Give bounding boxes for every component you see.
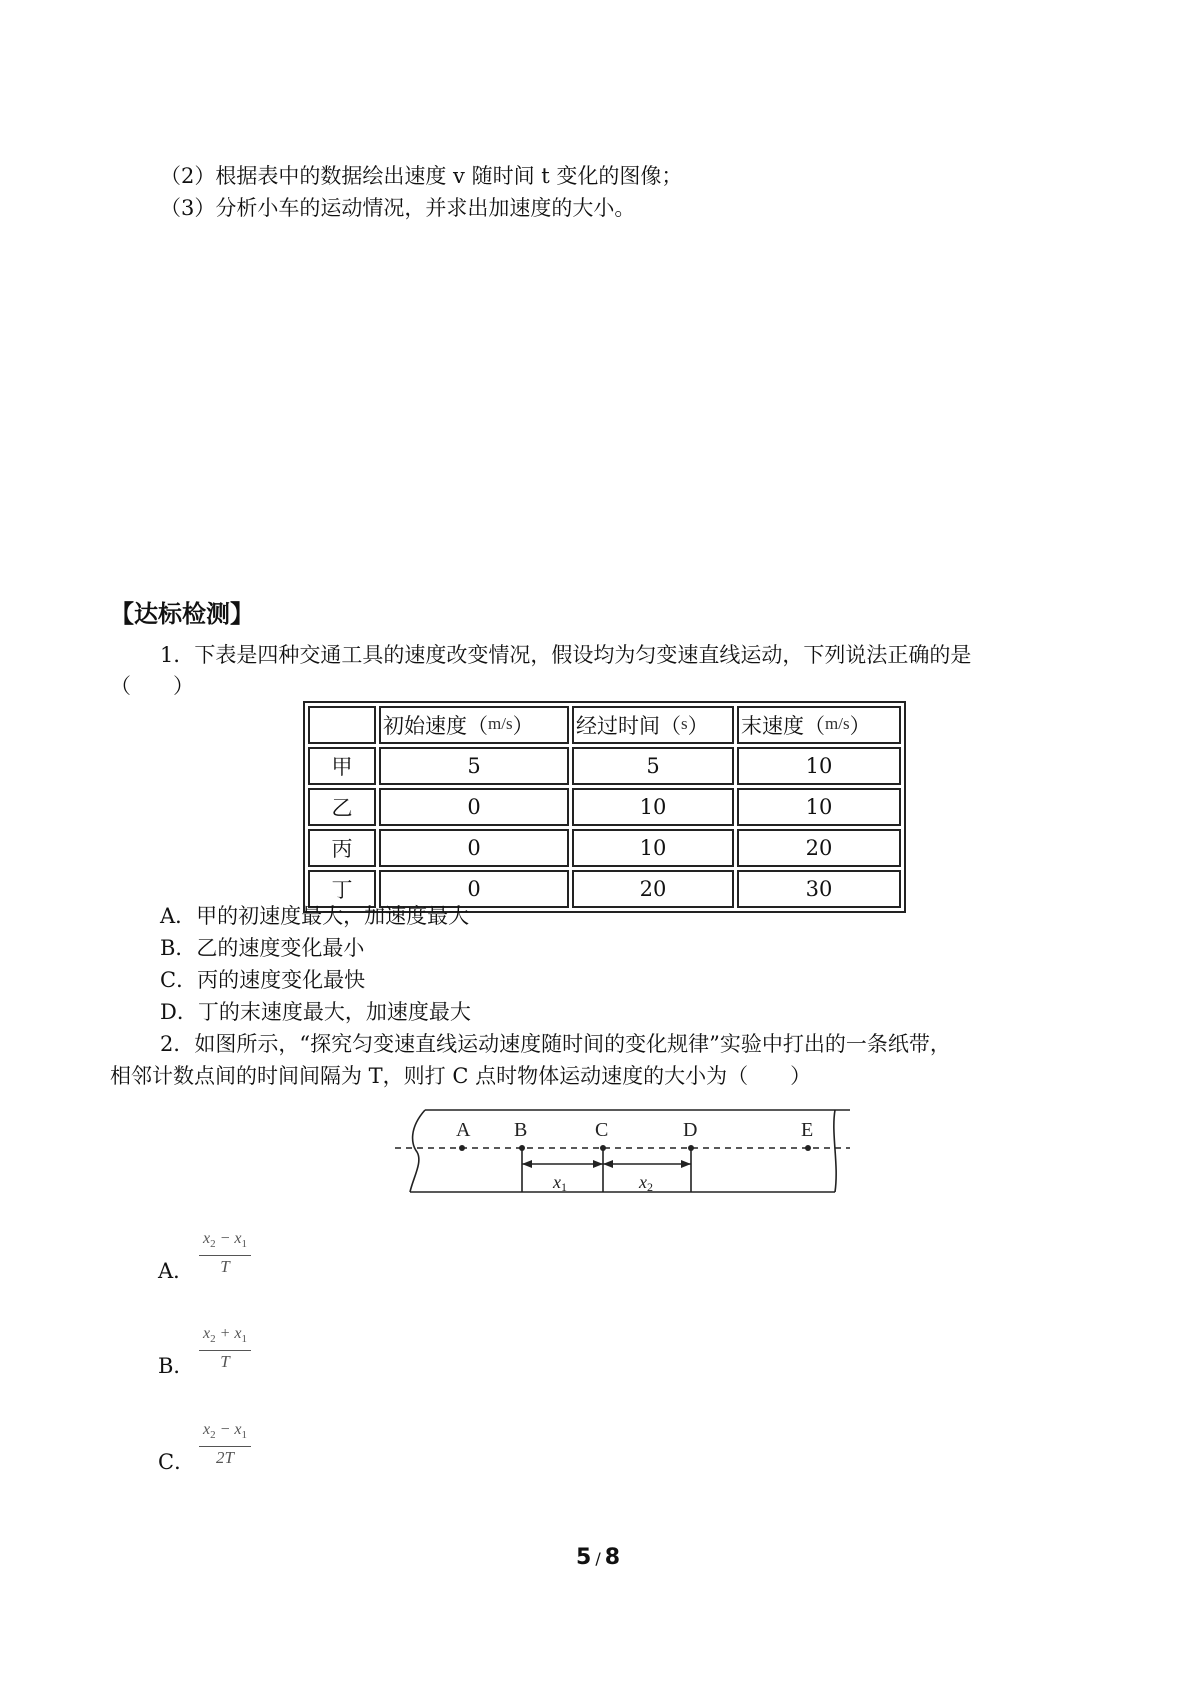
tape-right-edge bbox=[834, 1110, 836, 1192]
q2-option-b-letter: B． bbox=[158, 1354, 195, 1378]
q1-option-d: D．丁的末速度最大，加速度最大 bbox=[160, 1000, 471, 1024]
arrowhead bbox=[681, 1160, 691, 1168]
table-header-cell: 初始速度（m/s） bbox=[379, 706, 569, 744]
table-cell: 20 bbox=[572, 870, 734, 908]
table-cell: 丙 bbox=[308, 829, 376, 867]
q1-option-c: C．丙的速度变化最快 bbox=[160, 968, 366, 992]
table-cell: 5 bbox=[379, 747, 569, 785]
q1-option-b: B．乙的速度变化最小 bbox=[160, 936, 365, 960]
table-header-row bbox=[308, 706, 901, 744]
section-title: 【达标检测】 bbox=[110, 600, 254, 628]
point-label-e: E bbox=[801, 1119, 814, 1141]
table-cell: 0 bbox=[379, 829, 569, 867]
table-cell: 10 bbox=[737, 747, 901, 785]
q1-answer-paren: （ ） bbox=[110, 674, 194, 698]
dot-e bbox=[805, 1145, 811, 1151]
q2-option-c-letter: C． bbox=[158, 1450, 196, 1474]
table-cell: 0 bbox=[379, 788, 569, 826]
arrowhead bbox=[522, 1160, 532, 1168]
q2-option-b-fraction: $\frac{x_2 + x_1}{T}$ bbox=[199, 1323, 251, 1373]
table-header-cell: 末速度（m/s） bbox=[737, 706, 901, 744]
table-header-cell bbox=[308, 706, 376, 744]
table-cell: 10 bbox=[572, 829, 734, 867]
table-header-cell: 经过时间（s） bbox=[572, 706, 734, 744]
tape-left-tear bbox=[410, 1110, 425, 1192]
q2-stem-line2: 相邻计数点间的时间间隔为 T，则打 C 点时物体运动速度的大小为（ ） bbox=[110, 1064, 812, 1088]
arrowhead bbox=[603, 1160, 613, 1168]
table-cell: 乙 bbox=[308, 788, 376, 826]
arrowhead bbox=[593, 1160, 603, 1168]
q2-option-c-fraction: $\frac{x_2 - x_1}{2T}$ bbox=[199, 1419, 251, 1469]
x2-label: x2 bbox=[639, 1172, 653, 1194]
q1-stem: 1．下表是四种交通工具的速度改变情况，假设均为匀变速直线运动，下列说法正确的是 bbox=[160, 643, 972, 667]
table-cell: 20 bbox=[737, 829, 901, 867]
table-row bbox=[308, 747, 901, 785]
question-part-2: （2）根据表中的数据绘出速度 v 随时间 t 变化的图像； bbox=[160, 164, 683, 188]
point-label-d: D bbox=[683, 1119, 698, 1141]
table-row bbox=[308, 788, 901, 826]
table-cell: 10 bbox=[737, 788, 901, 826]
speed-table bbox=[303, 701, 906, 913]
q2-option-a-letter: A． bbox=[158, 1259, 195, 1283]
dot-d bbox=[688, 1145, 694, 1151]
point-label-c: C bbox=[595, 1119, 609, 1141]
table-cell: 0 bbox=[379, 870, 569, 908]
question-part-3: （3）分析小车的运动情况，并求出加速度的大小。 bbox=[160, 196, 636, 220]
table-cell: 5 bbox=[572, 747, 734, 785]
page-number: 5 / 8 bbox=[576, 1545, 621, 1570]
table-cell: 10 bbox=[572, 788, 734, 826]
point-label-a: A bbox=[456, 1119, 471, 1141]
table-cell: 甲 bbox=[308, 747, 376, 785]
point-label-b: B bbox=[514, 1119, 528, 1141]
x1-label: x1 bbox=[553, 1172, 567, 1194]
table-row bbox=[308, 829, 901, 867]
q1-option-a: A．甲的初速度最大，加速度最大 bbox=[160, 904, 470, 928]
q2-stem-line1: 2．如图所示，“探究匀变速直线运动速度随时间的变化规律”实验中打出的一条纸带， bbox=[160, 1032, 951, 1056]
dot-c bbox=[600, 1145, 606, 1151]
q2-option-a-fraction: $\frac{x_2 - x_1}{T}$ bbox=[199, 1228, 251, 1278]
dot-a bbox=[459, 1145, 465, 1151]
table-cell: 30 bbox=[737, 870, 901, 908]
paper-tape-figure bbox=[395, 1104, 850, 1200]
dot-b bbox=[519, 1145, 525, 1151]
table-cell: 丁 bbox=[308, 870, 376, 908]
